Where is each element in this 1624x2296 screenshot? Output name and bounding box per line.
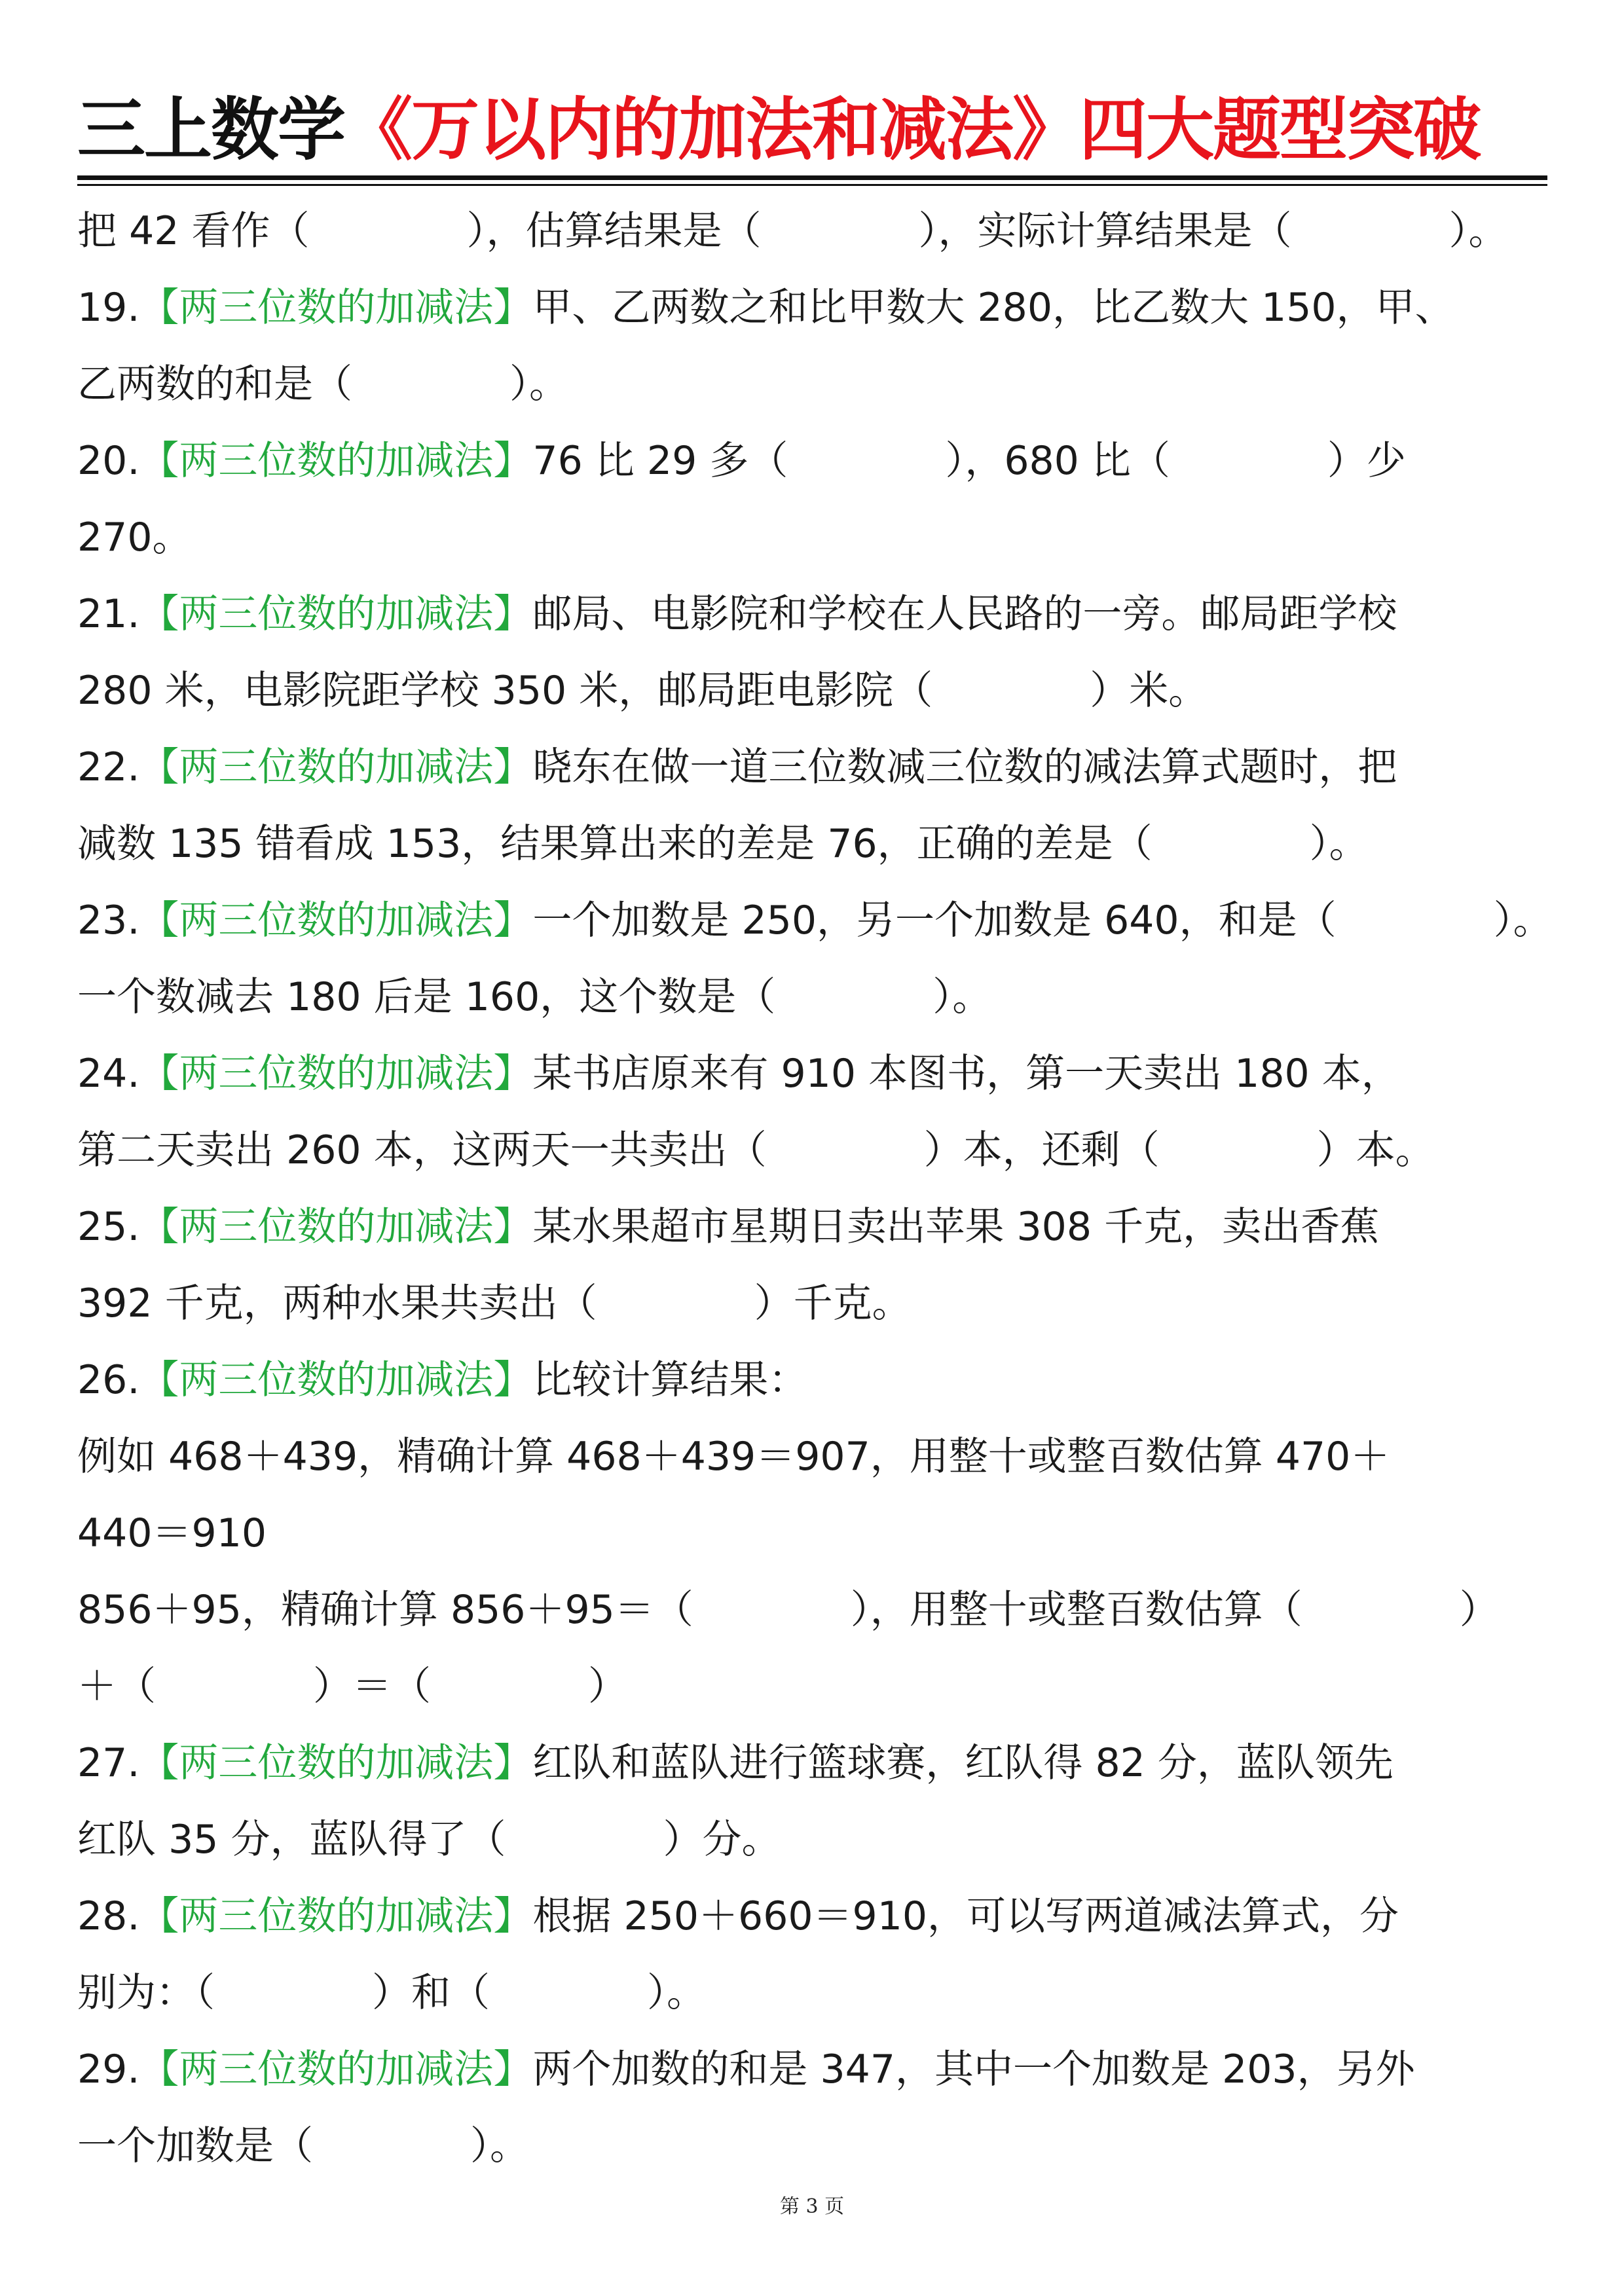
question-line: 别为：（ ）和（ ）。 xyxy=(77,1970,706,2016)
question-text: 一个加数是 250，另一个加数是 640，和是（ ）。 xyxy=(532,898,1553,943)
question-number: 19. xyxy=(77,285,140,331)
title-rule-thick xyxy=(77,175,1547,180)
question-number: 29. xyxy=(77,2047,140,2092)
question-text: 某书店原来有 910 本图书，第一天卖出 180 本， xyxy=(532,1051,1401,1097)
question-number: 20. xyxy=(77,438,140,484)
topic-tag: 【两三位数的加减法】 xyxy=(139,1204,533,1250)
question-text: 根据 250＋660＝910，可以写两道减法算式，分 xyxy=(532,1893,1399,1939)
question-line: 440＝910 xyxy=(77,1510,267,1556)
question-text: 邮局、电影院和学校在人民路的一旁。邮局距学校 xyxy=(532,591,1397,637)
question-line: 一个数减去 180 后是 160，这个数是（ ）。 xyxy=(77,974,992,1020)
topic-tag: 【两三位数的加减法】 xyxy=(139,285,533,331)
question-line: 乙两数的和是（ ）。 xyxy=(77,361,568,407)
question-text: 某水果超市星期日卖出苹果 308 千克，卖出香蕉 xyxy=(532,1204,1380,1250)
question-text: 76 比 29 多（ ），680 比（ ）少 xyxy=(532,438,1406,484)
question-number: 28. xyxy=(77,1893,140,1939)
question-line: 392 千克，两种水果共卖出（ ）千克。 xyxy=(77,1281,912,1326)
question-line xyxy=(77,1725,1583,1802)
question-line: 减数 135 错看成 153，结果算出来的差是 76，正确的差是（ ）。 xyxy=(77,821,1369,867)
question-line: 把 42 看作（ ），估算结果是（ ），实际计算结果是（ ）。 xyxy=(77,208,1508,254)
question-line: 第二天卖出 260 本，这两天一共卖出（ ）本，还剩（ ）本。 xyxy=(77,1127,1435,1173)
page-number: 第 3 页 xyxy=(779,2195,845,2218)
title-subject: 三上数学 xyxy=(77,90,345,170)
question-number: 21. xyxy=(77,591,140,637)
question-text: 晓东在做一道三位数减三位数的减法算式题时，把 xyxy=(532,744,1397,790)
topic-tag: 【两三位数的加减法】 xyxy=(139,898,533,943)
question-line xyxy=(77,729,1583,806)
question-line: 270。 xyxy=(77,515,192,560)
question-number: 24. xyxy=(77,1051,140,1097)
topic-tag: 【两三位数的加减法】 xyxy=(139,591,533,637)
question-line: ＋（ ）＝（ ） xyxy=(77,1664,627,1709)
title-rule-thin xyxy=(77,184,1547,186)
topic-tag: 【两三位数的加减法】 xyxy=(139,438,533,484)
question-line: 红队 35 分，蓝队得了（ ）分。 xyxy=(77,1817,781,1863)
topic-tag: 【两三位数的加减法】 xyxy=(139,2047,533,2092)
question-text: 两个加数的和是 347，其中一个加数是 203，另外 xyxy=(532,2047,1415,2092)
title-topic: 《万以内的加法和减法》四大题型突破 xyxy=(344,90,1481,170)
question-text: 比较计算结果： xyxy=(532,1357,808,1403)
topic-tag: 【两三位数的加减法】 xyxy=(139,1893,533,1939)
question-number: 23. xyxy=(77,898,140,943)
question-line xyxy=(77,270,1583,346)
question-line xyxy=(77,1189,1583,1266)
question-number: 22. xyxy=(77,744,140,790)
question-line xyxy=(77,1342,1583,1419)
topic-tag: 【两三位数的加减法】 xyxy=(139,1051,533,1097)
question-line: 例如 468＋439，精确计算 468＋439＝907，用整十或整百数估算 470＋ xyxy=(77,1434,1390,1480)
topic-tag: 【两三位数的加减法】 xyxy=(139,1740,533,1786)
page-header xyxy=(77,77,1551,182)
topic-tag: 【两三位数的加减法】 xyxy=(139,1357,533,1403)
question-line: 280 米，电影院距学校 350 米，邮局距电影院（ ）米。 xyxy=(77,668,1208,714)
question-line xyxy=(77,576,1583,653)
question-text: 红队和蓝队进行篮球赛，红队得 82 分，蓝队领先 xyxy=(532,1740,1393,1786)
question-text: 甲、乙两数之和比甲数大 280，比乙数大 150，甲、 xyxy=(532,285,1454,331)
question-number: 27. xyxy=(77,1740,140,1786)
question-number: 25. xyxy=(77,1204,140,1250)
question-list xyxy=(77,193,1583,2185)
question-line xyxy=(77,2032,1583,2108)
question-line xyxy=(77,1878,1583,1955)
question-number: 26. xyxy=(77,1357,140,1403)
question-line xyxy=(77,423,1583,500)
topic-tag: 【两三位数的加减法】 xyxy=(139,744,533,790)
page-title xyxy=(77,90,1480,170)
question-line: 一个加数是（ ）。 xyxy=(77,2123,529,2169)
question-line xyxy=(77,883,1583,959)
question-line xyxy=(77,1036,1583,1112)
question-line: 856＋95，精确计算 856＋95＝（ ），用整十或整百数估算（ ） xyxy=(77,1587,1499,1633)
